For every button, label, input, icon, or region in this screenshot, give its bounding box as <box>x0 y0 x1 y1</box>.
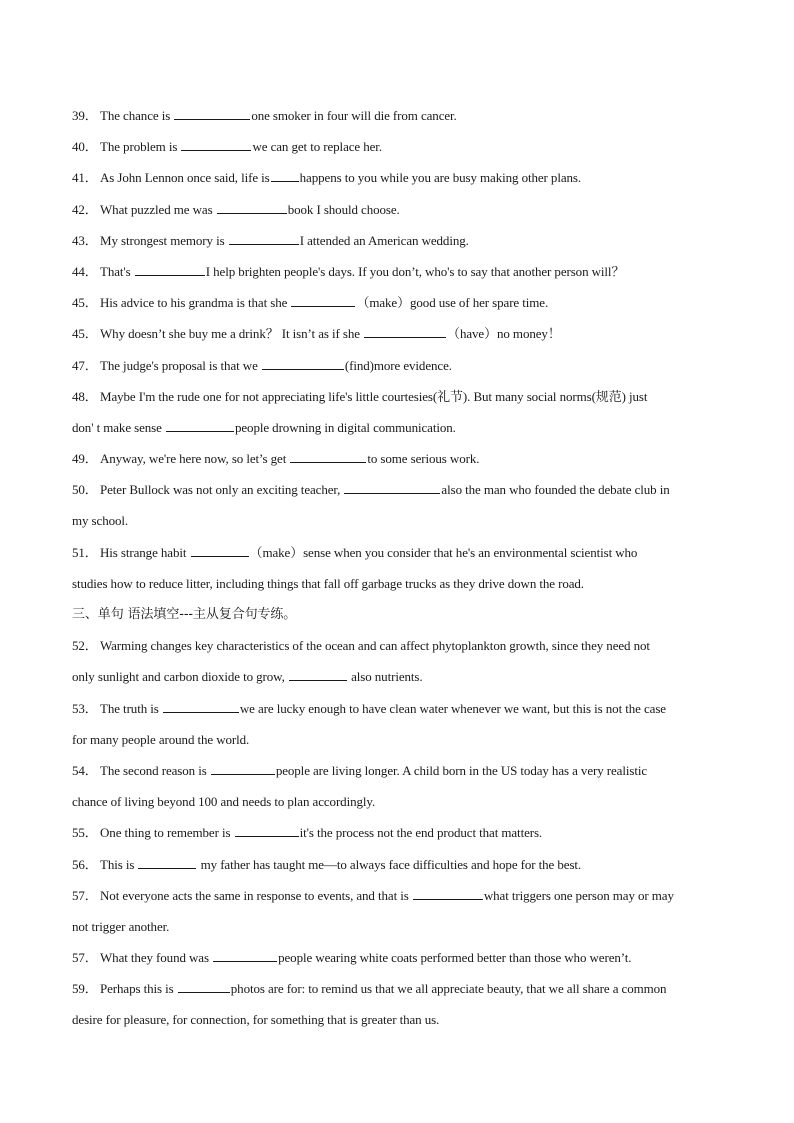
question-text: not trigger another. <box>72 918 170 934</box>
answer-blank[interactable] <box>135 263 205 276</box>
question-number: 59． <box>72 981 98 997</box>
question-text: we are lucky enough to have clean water whenever we want, but this is not the case <box>239 700 666 716</box>
question-text: My strongest memory is <box>100 232 228 248</box>
answer-blank[interactable] <box>166 419 234 432</box>
question-text: for many people around the world. <box>72 731 250 747</box>
answer-blank[interactable] <box>213 949 277 962</box>
question-text: to some serious work. <box>367 451 480 467</box>
question-51 <box>72 537 724 568</box>
question-49 <box>72 443 724 474</box>
question-text: （make）good use of her spare time. <box>356 295 549 311</box>
answer-blank[interactable] <box>262 357 344 370</box>
question-text: Peter Bullock was not only an exciting teacher, <box>100 482 344 498</box>
question-text: I attended an American wedding. <box>299 232 469 248</box>
question-text: （have）no money！ <box>447 326 561 342</box>
question-number: 52． <box>72 638 98 654</box>
question-number: 47． <box>72 357 98 373</box>
question-42 <box>72 194 724 225</box>
question-59-continued <box>72 1004 724 1035</box>
question-text: Perhaps this is <box>100 981 177 997</box>
question-text: one smoker in four will die from cancer. <box>251 108 457 123</box>
question-56 <box>72 849 724 880</box>
question-text: desire for pleasure, for connection, for something that is greater than us. <box>72 1012 440 1028</box>
answer-blank[interactable] <box>413 887 483 900</box>
question-text: The chance is <box>100 108 174 123</box>
question-text: photos are for: to remind us that we all appreciate beauty, that we all share a common <box>230 981 667 997</box>
question-text: my father has taught me—to always face difficulties and hope for the best. <box>197 856 582 872</box>
question-45 <box>72 287 724 318</box>
question-text: His strange habit <box>100 544 190 560</box>
question-text: This is <box>100 856 138 872</box>
answer-blank[interactable] <box>191 544 249 557</box>
question-text: don' t make sense <box>72 419 165 435</box>
question-text: One thing to remember is <box>100 825 234 841</box>
question-text: What puzzled me was <box>100 201 216 217</box>
question-number: 48． <box>72 388 98 404</box>
question-text: people wearing white coats performed better than those who weren’t. <box>278 950 632 966</box>
question-text: Anyway, we're here now, so let’s get <box>100 451 290 467</box>
question-text: studies how to reduce litter, including things that fall off garbage trucks as they drive down the road. <box>72 575 584 591</box>
question-text: Maybe I'm the rude one for not appreciating life's little courtesies(礼节). But many social norms(规范) just <box>100 388 648 404</box>
question-text: The second reason is <box>100 762 210 778</box>
question-46 <box>72 318 724 349</box>
answer-blank[interactable] <box>211 762 275 775</box>
question-text: my school. <box>72 513 129 529</box>
question-52-continued <box>72 661 724 692</box>
question-text: happens to you while you are busy making other plans. <box>299 170 582 186</box>
question-57a <box>72 880 724 911</box>
question-number: 39． <box>72 108 98 123</box>
question-number: 57． <box>72 887 98 903</box>
question-text: people drowning in digital communication. <box>234 419 456 435</box>
answer-blank[interactable] <box>364 325 446 338</box>
question-43 <box>72 225 724 256</box>
question-59 <box>72 973 724 1004</box>
question-50 <box>72 474 724 505</box>
question-text: The problem is <box>100 139 181 155</box>
answer-blank[interactable] <box>174 107 250 120</box>
answer-blank[interactable] <box>290 450 366 463</box>
question-text: what triggers one person may or may <box>483 887 674 903</box>
question-text: His advice to his grandma is that she <box>100 295 291 311</box>
question-number: 50． <box>72 482 98 498</box>
question-text: I help brighten people's days. If you don’t, who's to say that another person will？ <box>205 263 625 279</box>
question-52 <box>72 630 724 661</box>
question-list <box>72 100 724 1036</box>
question-55 <box>72 817 724 848</box>
question-48 <box>72 381 724 412</box>
question-number: 42． <box>72 201 98 217</box>
question-51-continued <box>72 568 724 599</box>
question-text: What they found was <box>100 950 213 966</box>
question-57b <box>72 942 724 973</box>
question-text: book I should choose. <box>287 201 400 217</box>
section-heading: 三、单句 语法填空---主从复合句专练。 <box>72 607 297 622</box>
question-number: 51． <box>72 544 98 560</box>
question-number: 56． <box>72 856 98 872</box>
question-number: 45． <box>72 326 98 342</box>
question-text: Not everyone acts the same in response to events, and that is <box>100 887 412 903</box>
question-40 <box>72 131 724 162</box>
question-text: Warming changes key characteristics of the ocean and can affect phytoplankton growth, since they need not <box>100 638 650 654</box>
question-text: people are living longer. A child born in the US today has a very realistic <box>275 762 648 778</box>
question-number: 44． <box>72 263 98 279</box>
answer-blank[interactable] <box>344 481 440 494</box>
answer-blank[interactable] <box>138 856 196 869</box>
question-text: only sunlight and carbon dioxide to grow, <box>72 669 288 685</box>
answer-blank[interactable] <box>163 700 239 713</box>
question-text: also the man who founded the debate club in <box>441 482 670 498</box>
question-number: 40． <box>72 139 98 155</box>
question-number: 54． <box>72 762 98 778</box>
question-39 <box>72 100 724 131</box>
answer-blank[interactable] <box>178 980 230 993</box>
answer-blank[interactable] <box>235 824 299 837</box>
question-53-continued <box>72 724 724 755</box>
question-text: chance of living beyond 100 and needs to plan accordingly. <box>72 794 376 810</box>
question-text: it's the process not the end product that matters. <box>299 825 543 841</box>
question-text: The truth is <box>100 700 162 716</box>
question-number: 55． <box>72 825 98 841</box>
question-text: (find)more evidence. <box>344 357 452 373</box>
question-54-continued <box>72 786 724 817</box>
question-number: 43． <box>72 232 98 248</box>
question-number: 53． <box>72 700 98 716</box>
question-number: 41． <box>72 170 98 186</box>
question-text: Why doesn’t she buy me a drink？ It isn’t as if she <box>100 326 364 342</box>
question-47 <box>72 350 724 381</box>
question-number: 45． <box>72 295 98 311</box>
question-text: （make）sense when you consider that he's an environmental scientist who <box>249 544 638 560</box>
question-57a-continued <box>72 911 724 942</box>
answer-blank[interactable] <box>289 668 347 681</box>
answer-blank[interactable] <box>229 232 299 245</box>
question-number: 57． <box>72 950 98 966</box>
question-48-continued <box>72 412 724 443</box>
question-text: That's <box>100 263 134 279</box>
question-text: As John Lennon once said, life is <box>100 170 270 186</box>
question-54 <box>72 755 724 786</box>
answer-blank[interactable] <box>181 138 251 151</box>
question-44 <box>72 256 724 287</box>
answer-blank[interactable] <box>217 201 287 214</box>
question-number: 49． <box>72 451 98 467</box>
question-text: also nutrients. <box>347 669 423 685</box>
answer-blank[interactable] <box>271 169 299 182</box>
question-41 <box>72 162 724 193</box>
question-53 <box>72 693 724 724</box>
answer-blank[interactable] <box>291 294 355 307</box>
question-50-continued <box>72 505 724 536</box>
question-text: The judge's proposal is that we <box>100 357 261 373</box>
question-text: we can get to replace her. <box>252 139 382 155</box>
